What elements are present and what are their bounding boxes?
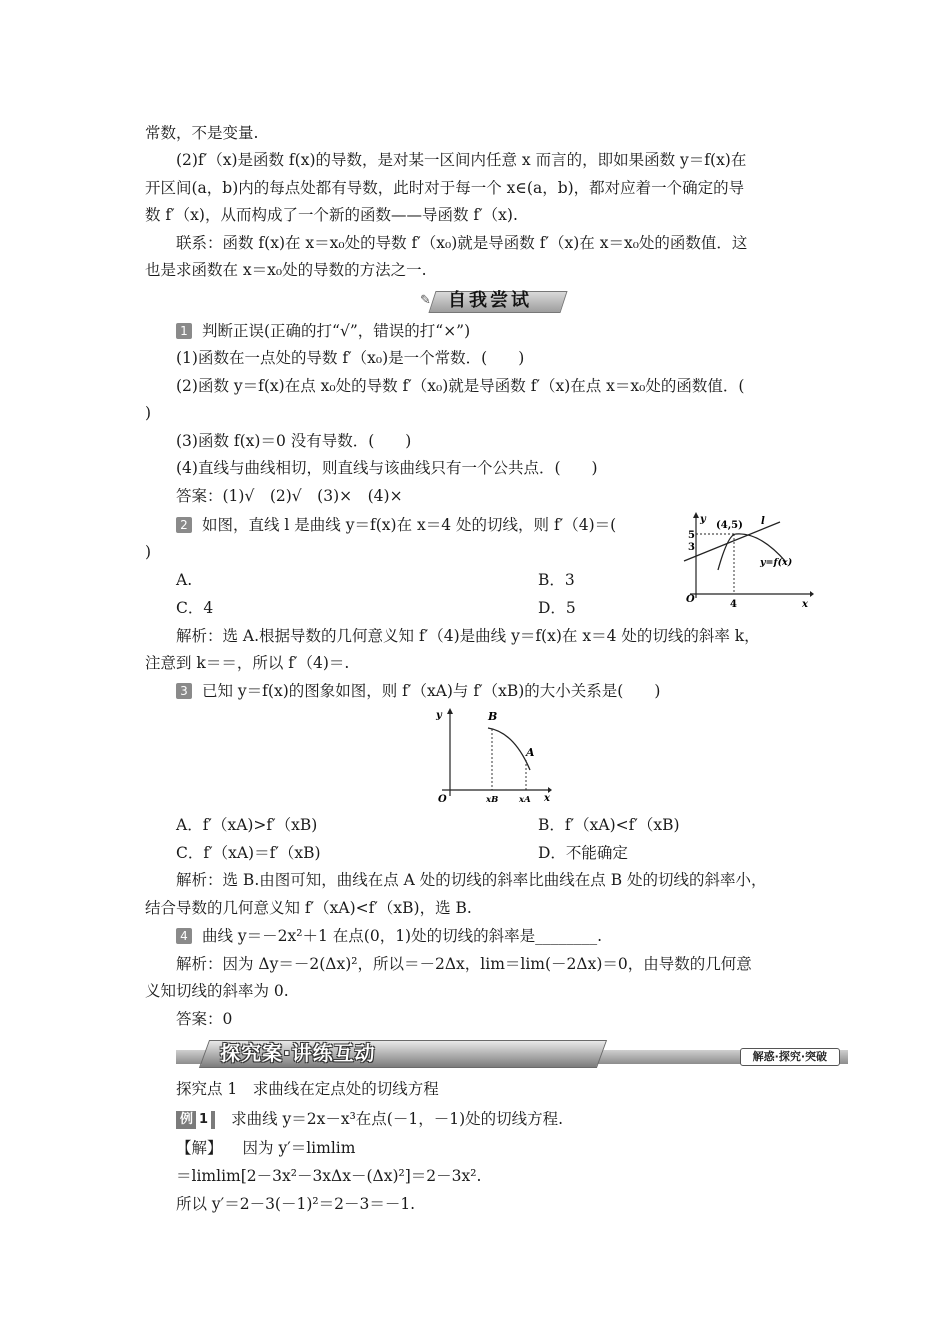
q4-solution-1: 解析：因为 Δy＝－2(Δx)²，所以＝－2Δx，lim＝lim(－2Δx)＝0，由导数的几何意 (176, 955, 752, 973)
solution-line-3: 所以 y′＝2－3(－1)²＝2－3＝－1. (176, 1195, 416, 1213)
q4-stem (176, 925, 602, 947)
self-try-banner (420, 289, 565, 313)
fig3-tick-xb: xB (486, 795, 499, 805)
q3-solution-2: 结合导数的几何意义知 f′（xA)<f′（xB)，选 B. (145, 899, 472, 917)
q4-stem-text: 曲线 y＝－2x²＋1 在点(0，1)处的切线的斜率是________. (202, 927, 603, 945)
intro-line-4: 数 f′（x)，从而构成了一个新的函数——导函数 f′（x). (145, 206, 518, 224)
q2-choice-a: A. (176, 571, 193, 589)
section-title: 探究案·讲练互动 (220, 1041, 376, 1065)
solution-line-1 (176, 1137, 355, 1159)
q1-answer: 答案：(1)√ (2)√ (3)× (4)× (176, 487, 403, 505)
solution-label: 【解】 (176, 1139, 223, 1157)
q3-stem (176, 680, 660, 702)
fig2-tick-4: 4 (730, 599, 737, 610)
q2-choice-b: B．3 (538, 571, 575, 589)
q1-item-2-cont: ) (145, 404, 152, 422)
fig2-x-label: x (802, 599, 808, 610)
q2-solution-1: 解析：选 A.根据导数的几何意义知 f′（4)是曲线 y＝f(x)在 x＝4 处的切线的斜率 k， (176, 627, 760, 645)
fig3-point-b: B (488, 710, 498, 723)
example-1 (176, 1108, 563, 1130)
intro-line-3: 开区间(a，b)内的每点处都有导数，此时对于每一个 x∈(a，b)，都对应着一个确定的导 (145, 179, 745, 197)
question-number-badge: 2 (176, 517, 192, 533)
example-badge (176, 1111, 215, 1129)
fig3-point-a: A (526, 746, 535, 759)
example-text: 求曲线 y＝2x－x³在点(－1，－1)处的切线方程. (231, 1110, 564, 1128)
fig3-x-label: x (544, 793, 550, 804)
y-axis-arrow-icon (693, 512, 699, 518)
x-axis-arrow-icon (810, 591, 814, 597)
fig2-tick-3: 3 (688, 542, 695, 553)
y-axis-arrow-icon (447, 708, 453, 714)
fig3-origin-label: O (438, 794, 447, 805)
question-number-badge: 4 (176, 928, 192, 944)
q3-graph-figure (430, 704, 554, 806)
explore-point-title: 探究点 1 求曲线在定点处的切线方程 (176, 1080, 439, 1098)
question-number-badge: 3 (176, 683, 192, 699)
solution-text-1: 因为 y′＝limlim (242, 1139, 356, 1157)
example-label: 例 (180, 1112, 194, 1127)
q1-item-1: (1)函数在一点处的导数 f′（x₀)是一个常数．( ) (176, 349, 525, 367)
q4-solution-2: 义知切线的斜率为 0. (145, 982, 289, 1000)
example-number: 1 (196, 1111, 211, 1129)
intro-line-1: 常数，不是变量. (145, 124, 259, 142)
section-tag: 解惑·探究·突破 (740, 1048, 840, 1066)
q2-choice-c: C．4 (176, 599, 214, 617)
q3-choice-b: B．f′（xA)<f′（xB) (538, 816, 680, 834)
intro-line-6: 也是求函数在 x＝x₀处的导数的方法之一. (145, 261, 427, 279)
fig2-line-label: l (761, 516, 765, 527)
q2-stem-cont: ) (145, 543, 152, 561)
self-try-title: 自我尝试 (448, 290, 532, 311)
pencil-icon: ✎ (420, 293, 431, 308)
q4-answer: 答案：0 (176, 1010, 233, 1028)
q3-stem-text: 已知 y＝f(x)的图象如图，则 f′（xA)与 f′（xB)的大小关系是( ) (202, 682, 661, 700)
fig3-y-label: y (436, 710, 442, 721)
intro-line-2: (2)f′（x)是函数 f(x)的导数，是对某一区间内任意 x 而言的，即如果函数 y＝f(x)在 (176, 151, 747, 169)
q3-choice-c: C．f′（xA)＝f′（xB) (176, 844, 321, 862)
fig2-origin-label: O (686, 594, 695, 605)
fig2-y-label: y (700, 514, 706, 525)
fig2-tick-5: 5 (688, 530, 695, 541)
q2-stem-text: 如图，直线 l 是曲线 y＝f(x)在 x＝4 处的切线，则 f′（4)＝( (202, 516, 617, 534)
fig2-curve-label: y=f(x) (760, 557, 793, 568)
fig3-tick-xa: xA (519, 795, 531, 805)
q2-tangent-figure (676, 510, 814, 610)
q1-item-4: (4)直线与曲线相切，则直线与该曲线只有一个公共点．( ) (176, 459, 598, 477)
q3-choice-d: D．不能确定 (538, 844, 628, 862)
q2-stem (176, 514, 616, 536)
q2-choice-d: D．5 (538, 599, 576, 617)
question-number-badge: 1 (176, 323, 192, 339)
fig2-point-label: (4,5) (716, 520, 743, 531)
section-banner (176, 1040, 848, 1066)
q1-item-3: (3)函数 f(x)＝0 没有导数．( ) (176, 432, 412, 450)
solution-line-2: ＝limlim[2－3x²－3xΔx－(Δx)²]＝2－3x². (176, 1167, 482, 1185)
q1-stem (176, 320, 470, 342)
curve-fx (488, 728, 530, 770)
q1-item-2: (2)函数 y＝f(x)在点 x₀处的导数 f′（x₀)就是导函数 f′（x)在点 x＝x₀处的函数值．( (176, 377, 745, 395)
q1-stem-text: 判断正误(正确的打“√”，错误的打“×”) (202, 322, 471, 340)
intro-line-5: 联系：函数 f(x)在 x＝x₀处的导数 f′（x₀)就是导函数 f′（x)在 x＝x₀处的函数值．这 (176, 234, 748, 252)
q2-solution-2: 注意到 k＝＝，所以 f′（4)＝. (145, 654, 350, 672)
q3-solution-1: 解析：选 B.由图可知，曲线在点 A 处的切线的斜率比曲线在点 B 处的切线的斜率小， (176, 871, 767, 889)
q3-choice-a: A．f′（xA)>f′（xB) (176, 816, 318, 834)
